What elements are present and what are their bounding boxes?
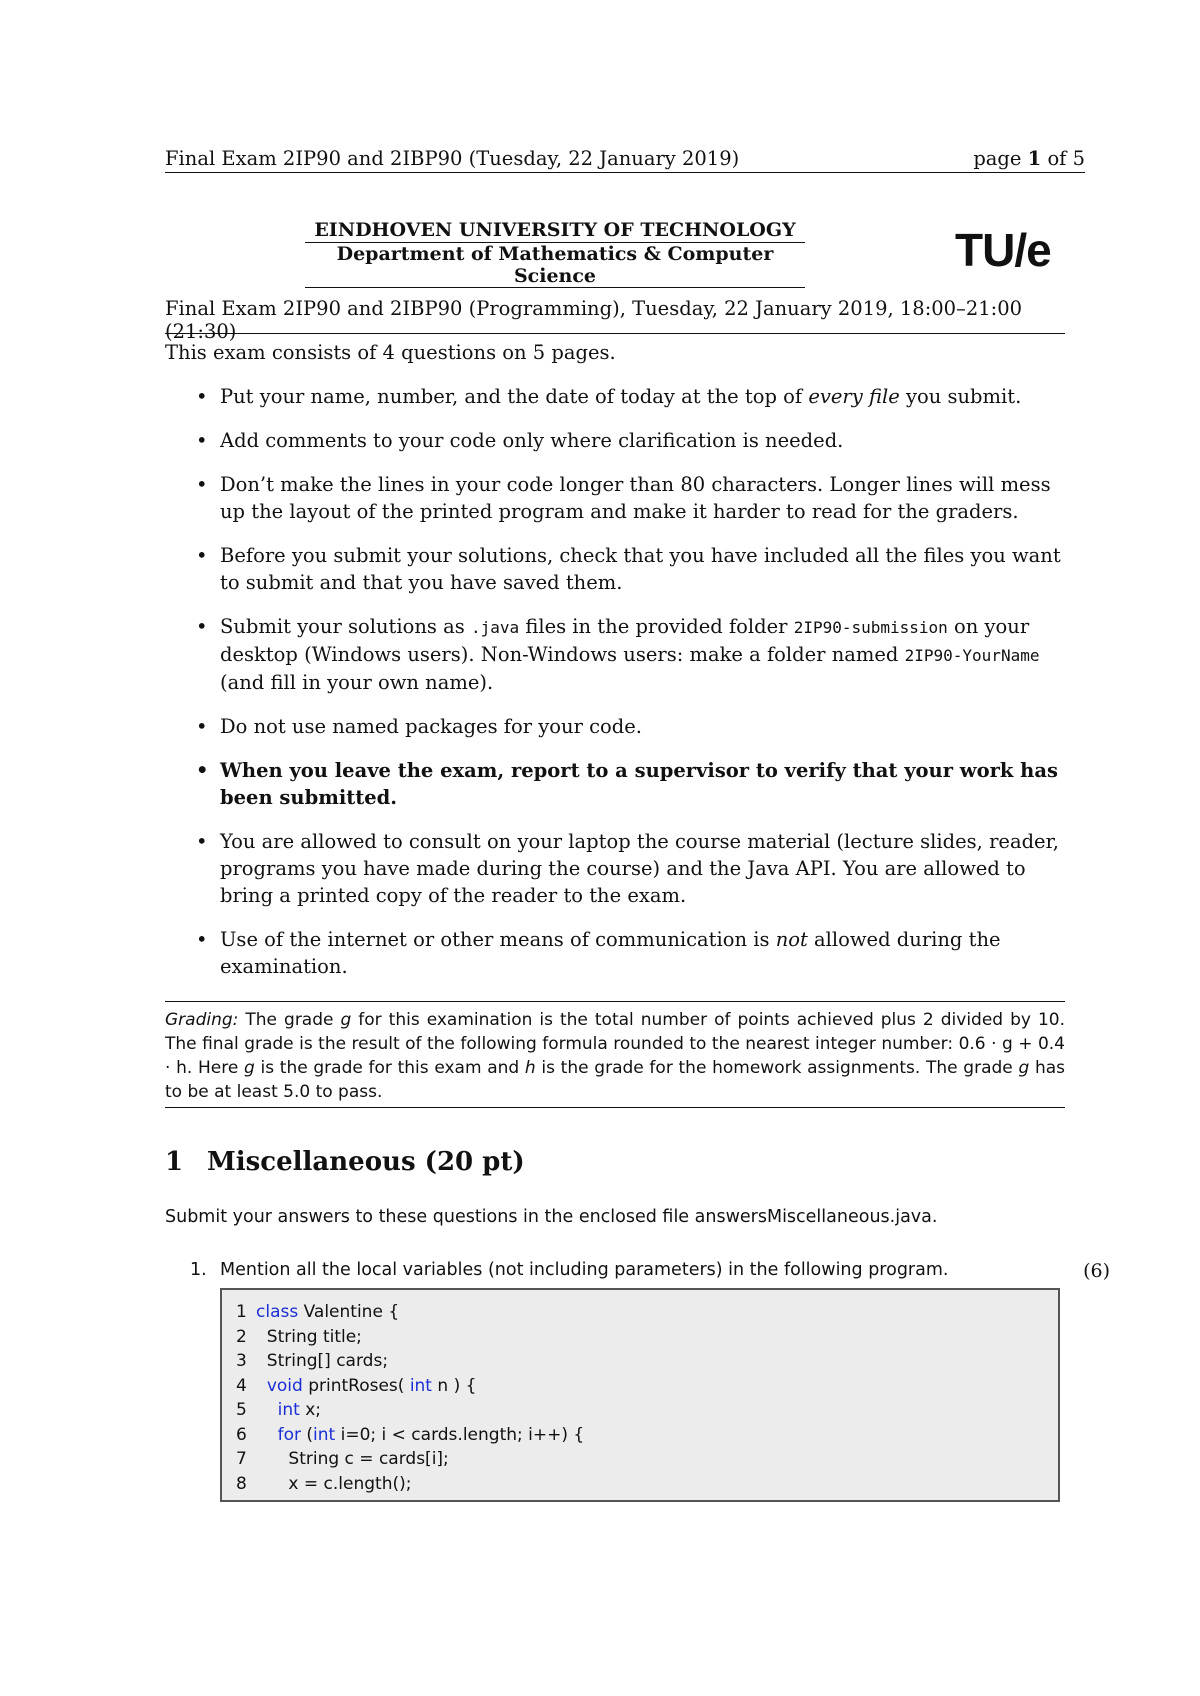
rule-text: you submit. [899, 385, 1022, 408]
line-number: 3 [236, 1351, 247, 1371]
rule-text: Do not use named packages for your code. [220, 715, 643, 738]
code-text: x; [299, 1400, 321, 1420]
list-item [165, 383, 1065, 410]
rule-emphasis: every file [808, 385, 900, 408]
code-text: Valentine { [298, 1302, 400, 1322]
rule-text: Add comments to your code only where clarification is needed. [220, 429, 844, 452]
section-number: 1 [165, 1147, 184, 1177]
code-indent [256, 1398, 278, 1423]
rule-text: Use of the internet or other means of communication is [220, 928, 776, 951]
grading-text: . Here [186, 1058, 245, 1078]
code-line [236, 1374, 1044, 1399]
line-number: 1 [236, 1302, 247, 1322]
code-text: String c = cards[i]; [256, 1449, 449, 1469]
grading-var: g [1018, 1058, 1030, 1078]
rule-text: Submit your solutions as [220, 615, 471, 638]
code-indent [256, 1423, 278, 1448]
code-text: ( [301, 1424, 314, 1445]
rule-text: When you leave the exam, report to a supervisor to verify that your work has been submitted. [220, 759, 1058, 809]
code-keyword: class [256, 1302, 299, 1322]
code-text: printRoses( [302, 1375, 410, 1396]
rule-text: Put your name, number, and the date of today at the top of [220, 385, 809, 408]
list-item [165, 926, 1065, 980]
intro-text: This exam consists of 4 questions on 5 pages. [165, 341, 616, 364]
rule-text: (and fill in your own name). [220, 671, 494, 694]
grading-var: h [524, 1058, 536, 1078]
grading-text: The grade [238, 1010, 341, 1030]
code-text: String[] cards; [256, 1351, 389, 1371]
question-points: (6) [1083, 1260, 1110, 1282]
grading-label: Grading: [165, 1010, 239, 1030]
code-line [236, 1472, 1044, 1497]
code-keyword: void [266, 1375, 303, 1396]
question-number: 1. [190, 1260, 207, 1280]
code-line [236, 1398, 1044, 1423]
page-total: of 5 [1047, 147, 1085, 170]
bullet-icon: • [196, 429, 208, 452]
grading-rule-top [165, 1001, 1065, 1002]
grading-rule-bottom [165, 1107, 1065, 1108]
grading-text: is the grade for this exam and [254, 1058, 525, 1078]
rule-text: allowed during the examination. [220, 928, 1001, 978]
list-item [165, 542, 1065, 596]
grading-text: is the grade for the homework assignments. The grade [535, 1058, 1019, 1078]
code-keyword: for [277, 1424, 301, 1445]
grading-text: for this examination is the total number of points achieved plus 2 divided by 10. The final grade is the result of the following formula rounded to the nearest integer number: [165, 1010, 1065, 1054]
line-number: 6 [236, 1424, 247, 1445]
bullet-icon: • [196, 715, 208, 738]
code-line [236, 1325, 1044, 1350]
line-number: 2 [236, 1326, 247, 1347]
code-line [236, 1349, 1044, 1374]
code-listing [220, 1288, 1060, 1502]
department-name: Department of Mathematics & Computer Science [305, 242, 805, 288]
code-indent [256, 1374, 267, 1399]
question-1 [190, 1260, 1110, 1280]
exam-rules-list [165, 383, 1065, 997]
submit-instructions: Submit your answers to these questions in the enclosed file answersMiscellaneous.java. [165, 1207, 938, 1227]
tue-logo: TU/e [955, 224, 1051, 276]
list-item [165, 427, 1065, 454]
code-line [236, 1300, 1044, 1325]
title-rule [165, 333, 1065, 334]
rule-text: files in the provided folder [519, 615, 794, 638]
section-heading [165, 1147, 525, 1177]
grading-text: has to be at least 5.0 to pass. [165, 1058, 1065, 1102]
bullet-icon: • [196, 615, 208, 638]
section-title: Miscellaneous (20 pt) [207, 1147, 525, 1177]
bullet-icon: • [196, 473, 208, 496]
list-item [165, 757, 1065, 811]
university-block [305, 219, 805, 288]
grading-note [165, 1008, 1065, 1104]
rule-emphasis: not [775, 928, 808, 951]
code-yourname-folder: 2IP90-YourName [904, 646, 1040, 665]
running-title: Final Exam 2IP90 and 2IBP90 (Tuesday, 22 January 2019) [165, 147, 740, 170]
page-number: 1 [1027, 147, 1042, 170]
bullet-icon: • [196, 385, 208, 408]
page-indicator [973, 147, 1085, 170]
list-item [165, 471, 1065, 525]
exam-title: Final Exam 2IP90 and 2IBP90 (Programming), Tuesday, 22 January 2019, 18:00–21:00 (21:30) [165, 297, 1023, 343]
code-text: i=0; i < cards.length; i++) { [335, 1424, 585, 1445]
page-word: page [973, 147, 1022, 170]
question-text: Mention all the local variables (not including parameters) in the following program. [220, 1260, 949, 1280]
grading-var: g [244, 1058, 255, 1078]
code-line [236, 1423, 1044, 1448]
running-header [165, 147, 1085, 170]
list-item [165, 828, 1065, 909]
list-item [165, 713, 1065, 740]
line-number: 5 [236, 1400, 247, 1420]
line-number: 4 [236, 1375, 247, 1396]
code-text: x = c.length(); [256, 1473, 412, 1494]
rule-text: on your desktop (Windows users). Non-Windows users: make a folder named [220, 615, 1030, 666]
code-submission-folder: 2IP90-submission [793, 618, 948, 637]
code-line [236, 1447, 1044, 1472]
bullet-icon: • [196, 759, 209, 782]
grading-var: g [340, 1010, 352, 1030]
code-keyword: int [313, 1424, 336, 1445]
code-java-ext: .java [470, 618, 520, 637]
grading-formula: 0.6 · g + 0.4 · h [165, 1034, 1065, 1078]
code-text: n ) { [431, 1375, 477, 1396]
code-keyword: int [409, 1375, 432, 1396]
rule-text: You are allowed to consult on your laptop the course material (lecture slides, reader, programs you have made during the course) and the Java API. You are allowed to bring a printed copy of the reader to the exam. [220, 830, 1059, 907]
code-text: String title; [256, 1326, 362, 1347]
bullet-icon: • [196, 544, 208, 567]
rule-text: Don’t make the lines in your code longer than 80 characters. Longer lines will mess up the layout of the printed program and make it harder to read for the graders. [220, 473, 1051, 523]
university-name: EINDHOVEN UNIVERSITY OF TECHNOLOGY [314, 219, 796, 241]
rule-text: Before you submit your solutions, check that you have included all the files you want to submit and that you have saved them. [220, 544, 1061, 594]
line-number: 7 [236, 1449, 247, 1469]
header-rule [165, 172, 1085, 173]
code-keyword: int [277, 1400, 300, 1420]
bullet-icon: • [196, 928, 208, 951]
list-item [165, 613, 1065, 696]
line-number: 8 [236, 1473, 247, 1494]
bullet-icon: • [196, 830, 208, 853]
